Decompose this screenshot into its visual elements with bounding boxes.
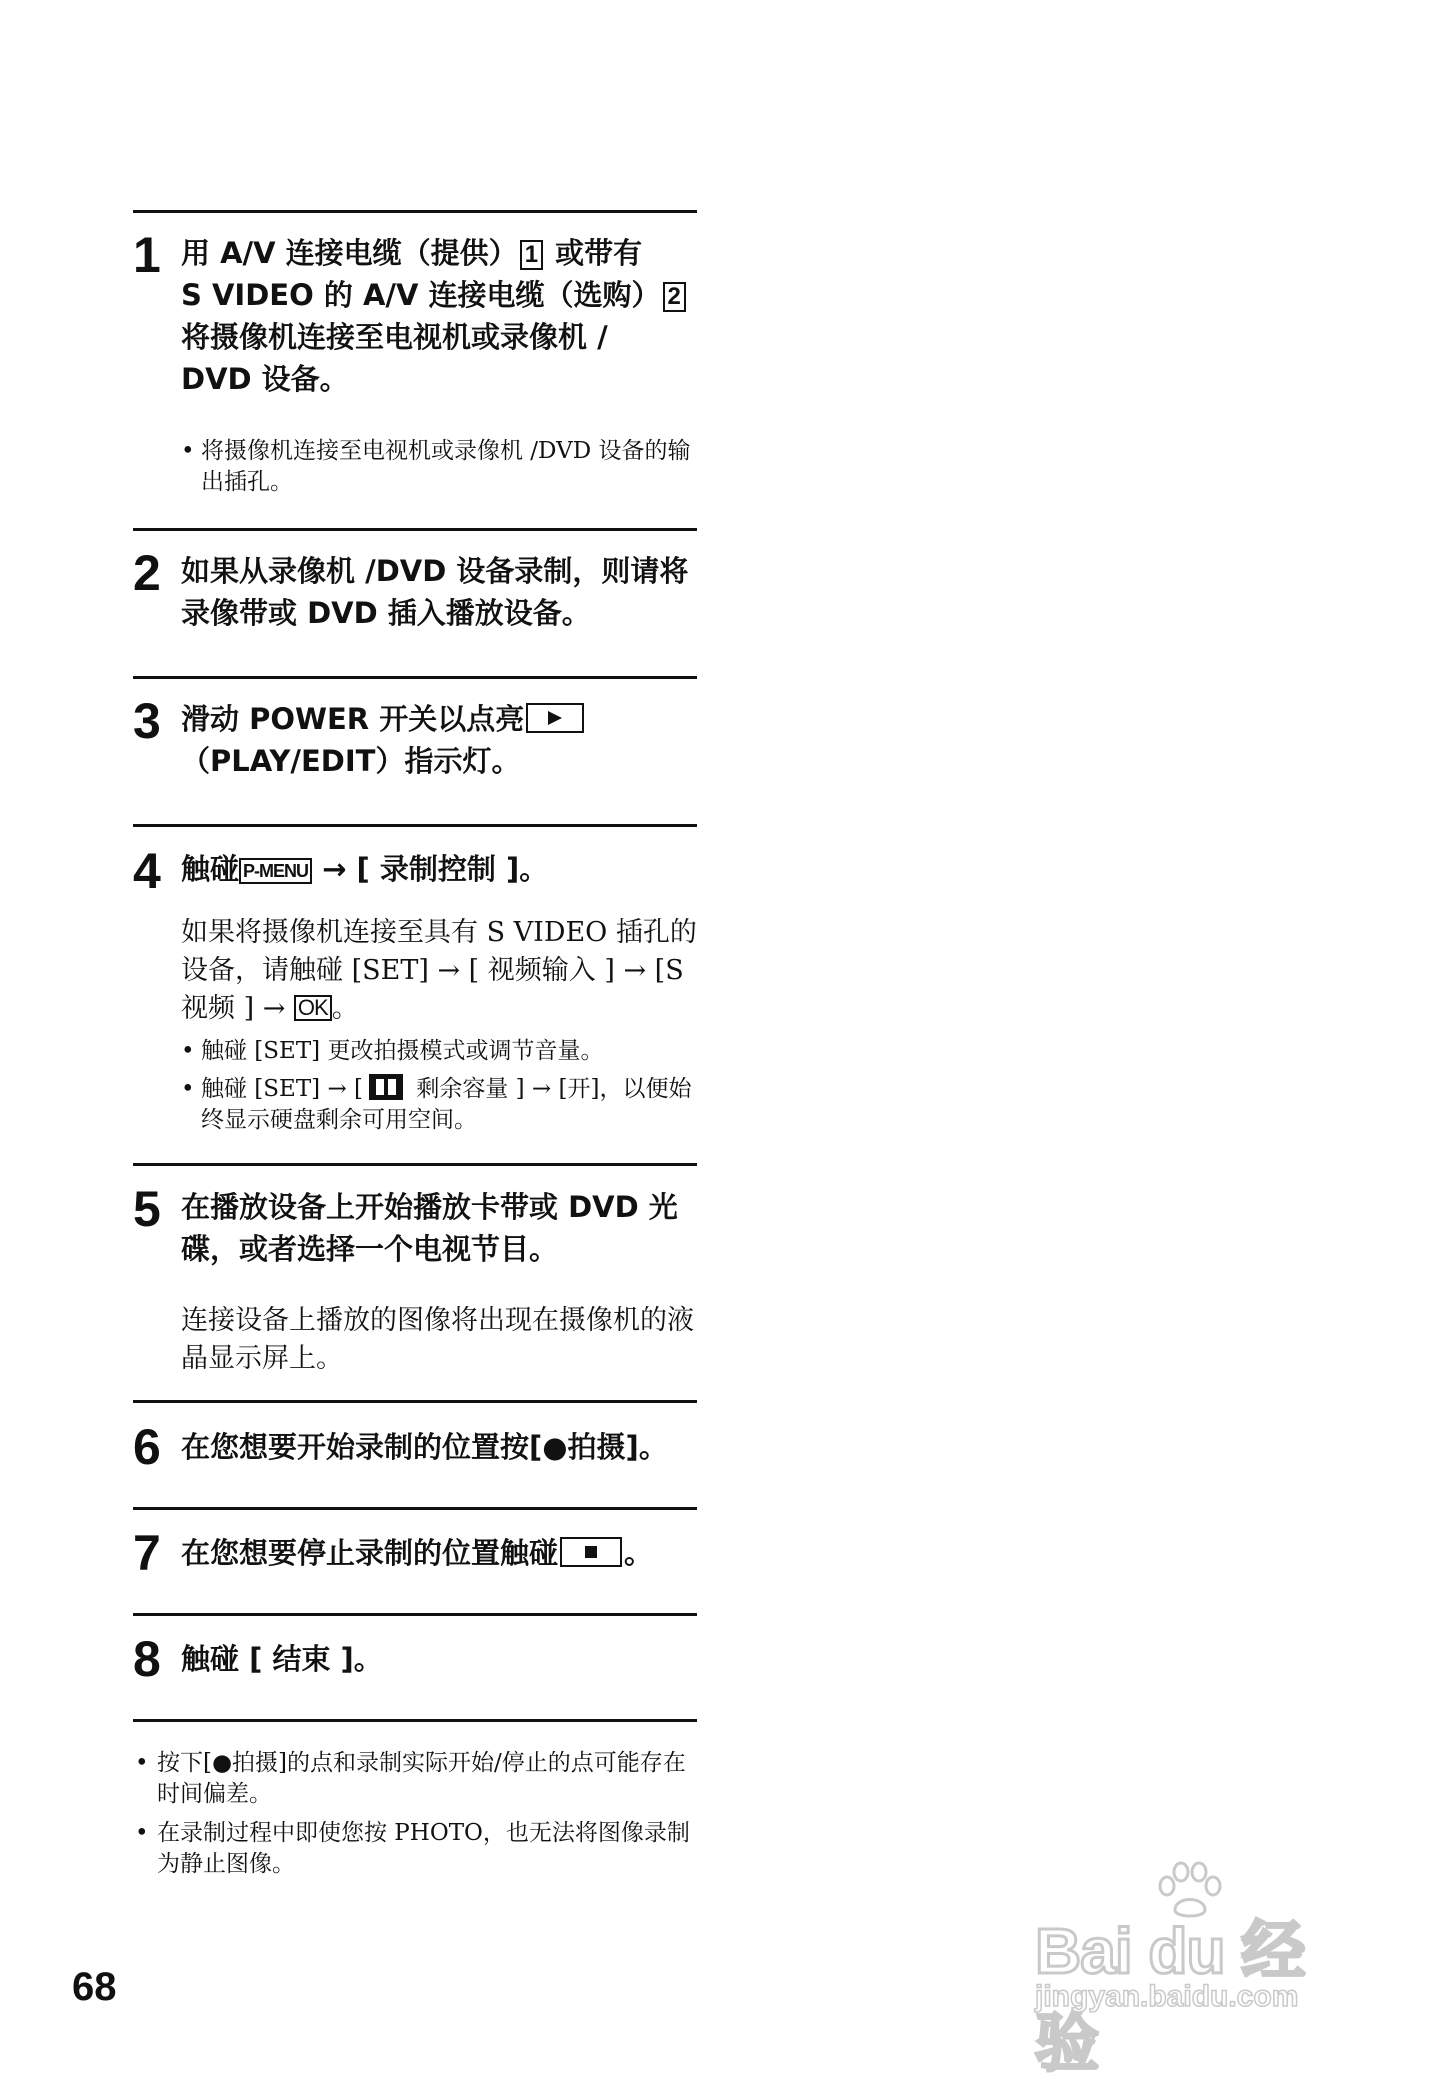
baidu-watermark (1035, 1860, 1365, 2079)
divider (133, 528, 697, 531)
divider (133, 1163, 697, 1166)
p-menu-button[interactable]: P-MENU (239, 858, 312, 884)
callout-1: 1 (520, 240, 543, 270)
step-number: 5 (133, 1181, 160, 1237)
step-title: 触碰 P-MENU → [ 录制控制 ]。 (181, 852, 549, 886)
play-button-icon (526, 703, 584, 733)
divider (133, 824, 697, 827)
step-title: 触碰 [ 结束 ]。 (181, 1642, 383, 1676)
step-number: 8 (133, 1631, 160, 1687)
divider (133, 1507, 697, 1510)
divider (133, 210, 697, 213)
step-body: 连接设备上播放的图像将出现在摄像机的液晶显示屏上。 (181, 1305, 694, 1374)
callout-2: 2 (663, 282, 686, 312)
step-title: 在播放设备上开始播放卡带或 DVD 光碟，或者选择一个电视节目。 (181, 1190, 678, 1266)
step-body: 如果将摄像机连接至具有 S VIDEO 插孔的设备，请触碰 [SET] → [ 视频输入 ] → [S 视频 ] → OK 。 (181, 917, 697, 1024)
step-number: 6 (133, 1419, 160, 1475)
step-title: 用 A/V 连接电缆（提供） 1 或带有 S VIDEO 的 A/V 连接电缆（选购） 2 将摄像机连接至电视机或录像机 / DVD 设备。 (181, 232, 701, 400)
watermark-logo: Bai du 经验 (1035, 1915, 1305, 2079)
stop-button-icon (560, 1537, 622, 1567)
step-note: • 将摄像机连接至电视机或录像机 /DVD 设备的输出插孔。 (181, 436, 701, 498)
page-number: 68 (72, 1965, 117, 2009)
step-title: 在您想要开始录制的位置按[●拍摄]。 (181, 1430, 668, 1464)
footnote: • 按下[●拍摄]的点和录制实际开始/停止的点可能存在时间偏差。 (133, 1748, 697, 1810)
step-number: 2 (133, 545, 160, 601)
ok-button[interactable]: OK (294, 995, 332, 1021)
divider (133, 1400, 697, 1403)
step-title: 如果从录像机 /DVD 设备录制，则请将录像带或 DVD 插入播放设备。 (181, 554, 689, 630)
footnote: • 在录制过程中即使您按 PHOTO，也无法将图像录制为静止图像。 (133, 1818, 697, 1880)
step-number: 7 (133, 1525, 160, 1581)
divider (133, 1719, 697, 1722)
step-title: 在您想要停止录制的位置触碰 。 (181, 1536, 654, 1570)
divider (133, 676, 697, 679)
step-note: • 触碰 [SET] 更改拍摄模式或调节音量。 (181, 1036, 701, 1067)
watermark-url: jingyan.baidu.com (1035, 1980, 1299, 2013)
divider (133, 1613, 697, 1616)
step-number: 3 (133, 693, 160, 749)
step-note: • 触碰 [SET] → [ 剩余容量 ] → [开]，以便始终显示硬盘剩余可用空间。 (181, 1074, 701, 1136)
step-title: 滑动 POWER 开关以点亮 （PLAY/EDIT）指示灯。 (181, 698, 701, 782)
film-icon (369, 1074, 403, 1100)
step-number: 4 (133, 843, 160, 899)
step-number: 1 (133, 227, 160, 283)
